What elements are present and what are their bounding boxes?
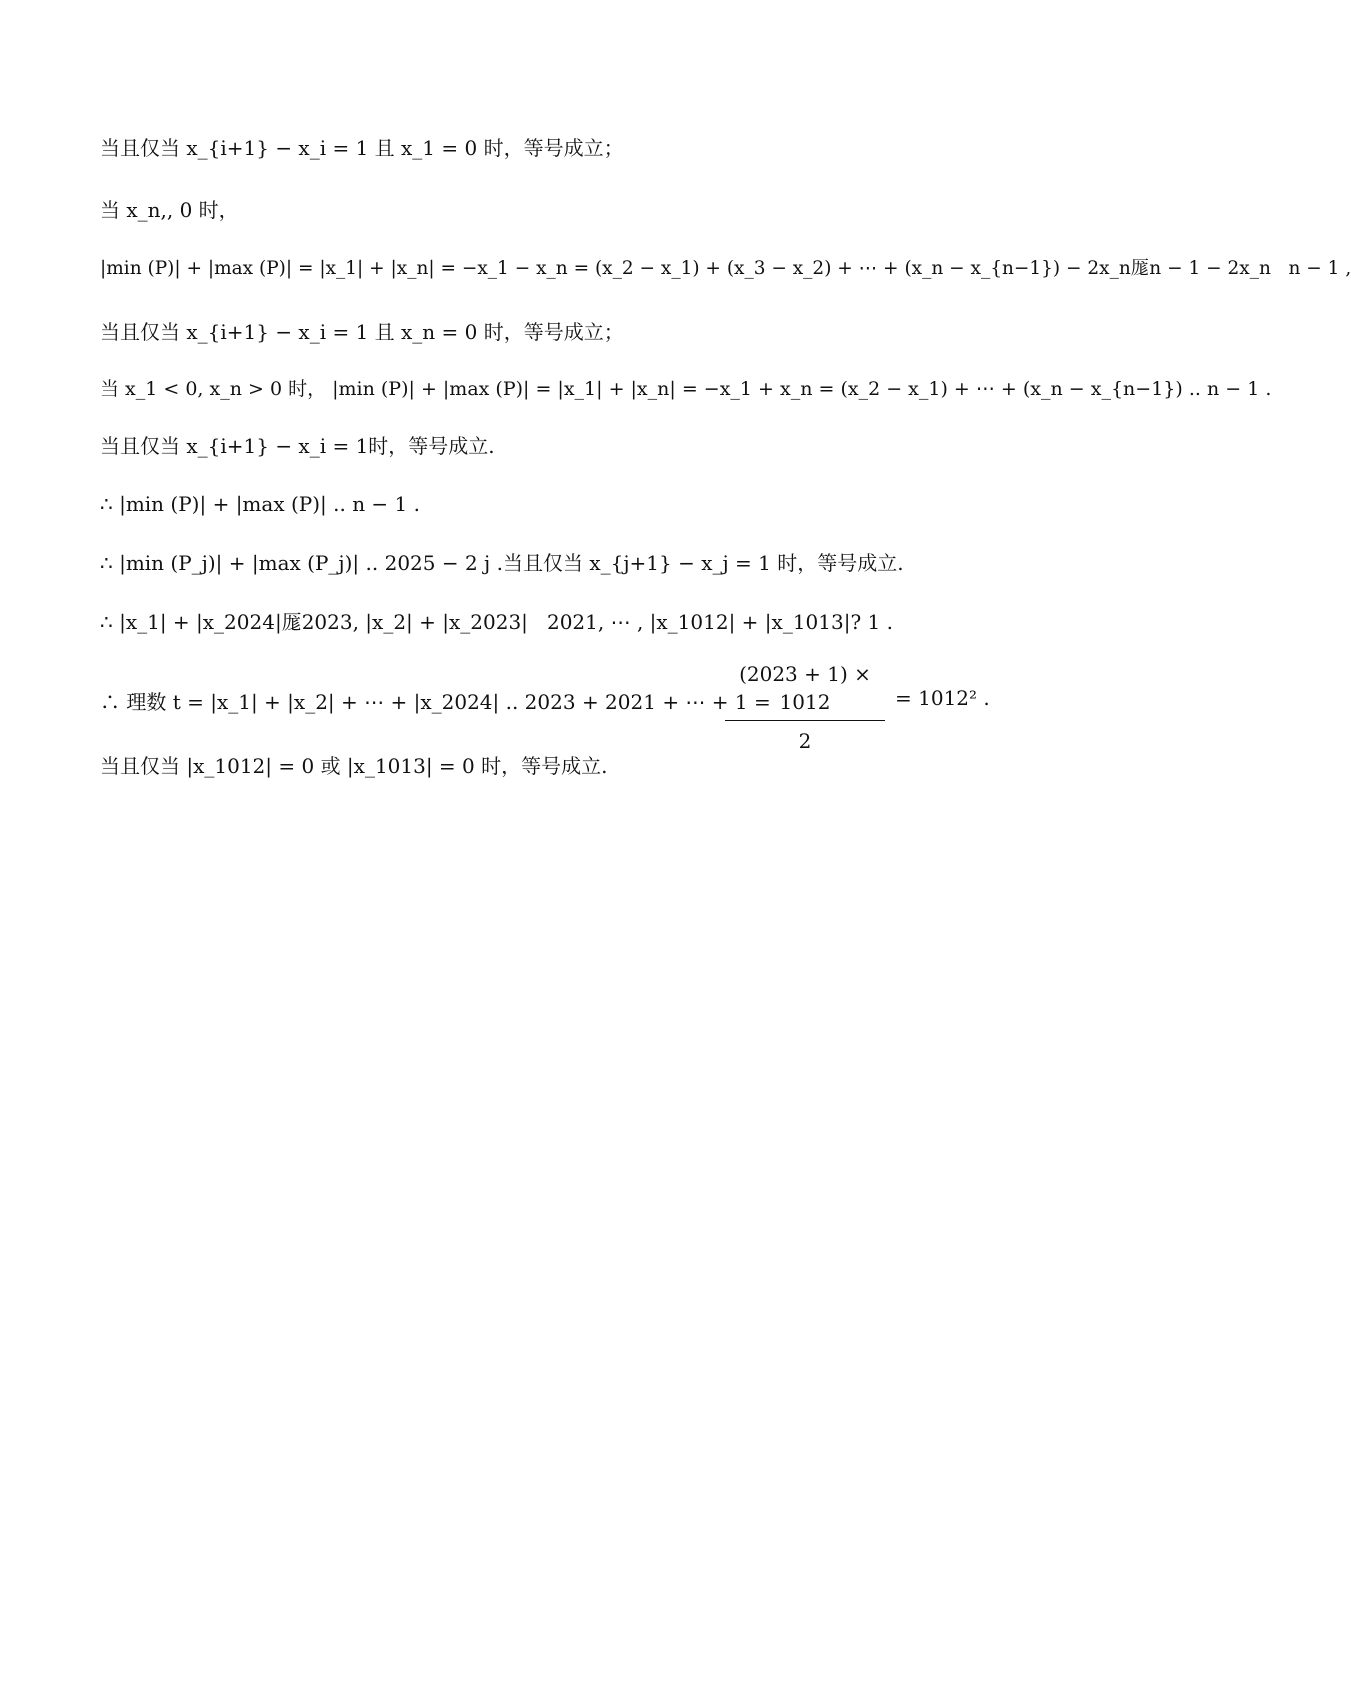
text-line-1: 当且仅当 x_{i+1} − x_i = 1 且 x_1 = 0 时，等号成立； <box>100 136 624 160</box>
sum-fraction <box>725 660 885 755</box>
sum-formula-line <box>100 660 1100 753</box>
fraction-numerator: (2023 + 1) × 1012 <box>725 660 885 721</box>
text-line-8: ∴ |min (P_j)| + |max (P_j)| .. 2025 − 2 j .当且仅当 x_{j+1} − x_j = 1 时，等号成立. <box>100 551 904 575</box>
sum-formula-tail: = 1012² . <box>895 686 990 710</box>
text-line-9: ∴ |x_1| + |x_2024|厖2023, |x_2| + |x_2023| 2021, ⋯ , |x_1012| + |x_1013|? 1 . <box>100 610 893 634</box>
fraction-denominator: 2 <box>798 729 812 753</box>
text-line-last: 当且仅当 |x_1012| = 0 或 |x_1013| = 0 时，等号成立. <box>100 754 608 778</box>
text-line-7: ∴ |min (P)| + |max (P)| .. n − 1 . <box>100 492 420 516</box>
text-line-6: 当且仅当 x_{i+1} − x_i = 1时，等号成立. <box>100 434 495 458</box>
sum-formula-lead: ∴ 理数 t = |x_1| + |x_2| + ⋯ + |x_2024| .. 2023 + 2021 + ⋯ + 1 = <box>100 690 771 714</box>
text-line-5: 当 x_1 < 0, x_n > 0 时， |min (P)| + |max (P)| = |x_1| + |x_n| = −x_1 + x_n = (x_2 − x_1) + ⋯ + (x_n − x_{n−1}) .. n − 1 . <box>100 378 1272 400</box>
text-line-3: |min (P)| + |max (P)| = |x_1| + |x_n| = −x_1 − x_n = (x_2 − x_1) + (x_3 − x_2) + ⋯ + (x_n − x_{n−1}) − 2x_n厖n − 1 − 2x_n n − 1 , <box>100 258 1351 279</box>
text-line-2: 当 x_n,, 0 时， <box>100 198 239 222</box>
text-line-4: 当且仅当 x_{i+1} − x_i = 1 且 x_n = 0 时，等号成立； <box>100 320 624 344</box>
